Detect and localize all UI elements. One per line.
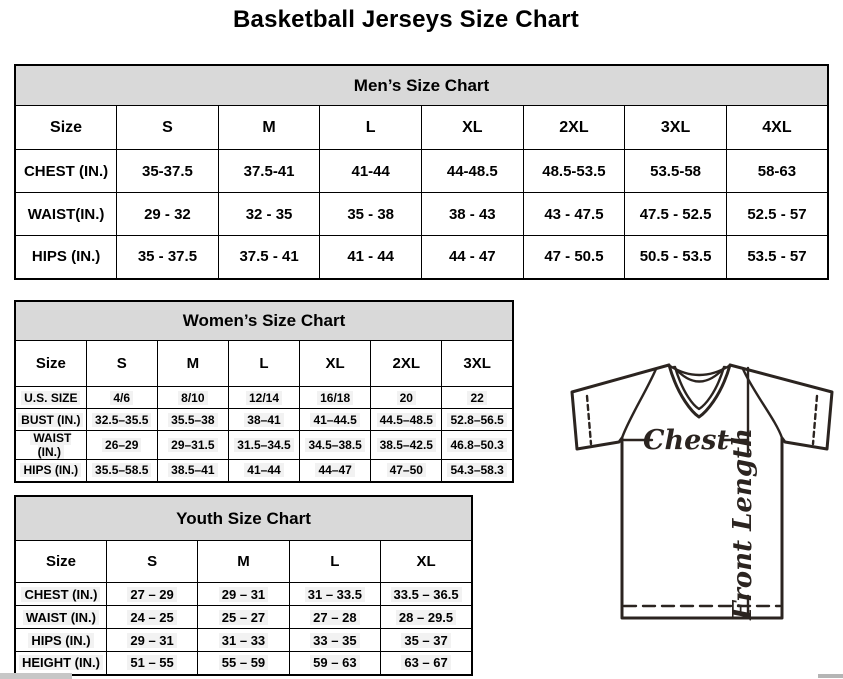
womens-cell [228, 409, 299, 431]
womens-col-header-xl [300, 341, 371, 387]
womens-row-label-text: U.S. SIZE [21, 391, 80, 405]
womens-size-header [15, 341, 86, 387]
youth-cell [381, 652, 472, 675]
womens-row-label-text: WAIST (IN.) [30, 431, 71, 459]
mens-table-caption [15, 65, 828, 106]
jersey-cuff-dash-left [587, 396, 591, 444]
mens-cell [320, 150, 422, 193]
youth-table-caption-text: Youth Size Chart [176, 508, 311, 528]
youth-cell-text: 29 – 31 [127, 633, 176, 648]
mens-cell-text: 41 - 44 [347, 248, 395, 266]
womens-cell-text: 44–47 [315, 463, 354, 477]
mens-cell-text: 44 - 47 [448, 248, 496, 266]
womens-cell [371, 409, 442, 431]
youth-cell [198, 606, 289, 629]
mens-row-label-text: HIPS (IN.) [31, 248, 101, 266]
youth-cell-text: 33.5 – 36.5 [391, 587, 462, 602]
jersey-cuff-dash-right [813, 396, 817, 444]
womens-cell-text: 41–44.5 [310, 413, 359, 427]
womens-cell-text: 38.5–42.5 [377, 438, 436, 452]
youth-col-header-xl-text: XL [416, 553, 436, 570]
youth-cell-text: 35 – 37 [401, 633, 450, 648]
youth-cell-text: 24 – 25 [127, 610, 176, 625]
womens-col-header-3xl-text: 3XL [463, 355, 491, 372]
mens-cell-text: 37.5 - 41 [239, 248, 299, 266]
mens-col-header-4xl-text: 4XL [762, 118, 792, 136]
mens-cell [422, 236, 524, 279]
mens-size-table [14, 64, 829, 280]
youth-table-row [15, 606, 472, 629]
womens-cell [300, 460, 371, 482]
mens-col-header-2xl [523, 106, 625, 150]
mens-table-row [15, 236, 828, 279]
womens-size-table [14, 300, 514, 483]
womens-table-row [15, 460, 513, 482]
mens-col-header-l [320, 106, 422, 150]
mens-cell [218, 236, 320, 279]
womens-cell [86, 387, 157, 409]
mens-table-row [15, 150, 828, 193]
youth-table-caption [15, 496, 472, 541]
mens-cell [625, 193, 727, 236]
youth-cell-text: 28 – 29.5 [396, 610, 456, 625]
youth-size-header-text: Size [45, 553, 76, 570]
womens-cell-text: 4/6 [110, 391, 133, 405]
womens-cell-text: 46.8–50.3 [447, 438, 506, 452]
womens-cell-text: 38.5–41 [168, 463, 217, 477]
mens-cell-text: 50.5 - 53.5 [639, 248, 712, 266]
womens-size-header-text: Size [35, 355, 66, 372]
mens-row-label [15, 150, 117, 193]
youth-cell [198, 652, 289, 675]
mens-cell [523, 150, 625, 193]
womens-cell [157, 460, 228, 482]
mens-cell-text: 52.5 - 57 [747, 205, 807, 223]
youth-cell [381, 583, 472, 606]
youth-col-header-s-text: S [147, 553, 158, 570]
womens-cell-text: 35.5–58.5 [92, 463, 151, 477]
youth-table-row [15, 652, 472, 675]
mens-cell [218, 150, 320, 193]
jersey-measurement-diagram [558, 352, 838, 634]
womens-cell-text: 34.5–38.5 [305, 438, 364, 452]
mens-cell [320, 236, 422, 279]
youth-cell-text: 55 – 59 [219, 655, 268, 670]
mens-cell [726, 236, 828, 279]
womens-cell-text: 41–44 [244, 463, 283, 477]
youth-col-header-l [289, 541, 380, 583]
youth-row-label-text: CHEST (IN.) [21, 587, 100, 602]
mens-cell-text: 32 - 35 [245, 205, 293, 223]
youth-cell [381, 629, 472, 652]
womens-cell-text: 38–41 [244, 413, 283, 427]
mens-col-header-s [117, 106, 219, 150]
mens-cell-text: 58-63 [757, 162, 797, 180]
womens-row-label-text: BUST (IN.) [18, 413, 83, 427]
mens-col-header-3xl [625, 106, 727, 150]
front-length-label: Front Length [728, 428, 758, 620]
mens-row-label-text: WAIST(IN.) [27, 205, 105, 223]
youth-cell [289, 652, 380, 675]
mens-cell-text: 37.5-41 [243, 162, 295, 180]
horizontal-scrollbar-thumb[interactable] [0, 673, 72, 679]
mens-cell-text: 53.5 - 57 [747, 248, 807, 266]
mens-col-header-3xl-text: 3XL [660, 118, 691, 136]
womens-row-label [15, 431, 86, 460]
mens-cell-text: 35 - 38 [347, 205, 395, 223]
womens-cell [442, 409, 513, 431]
womens-cell [86, 460, 157, 482]
womens-cell-text: 52.8–56.5 [447, 413, 506, 427]
mens-cell-text: 41-44 [351, 162, 390, 180]
mens-col-header-2xl-text: 2XL [559, 118, 589, 136]
mens-cell [320, 193, 422, 236]
jersey-collar-inner [675, 367, 724, 409]
mens-cell-text: 38 - 43 [448, 205, 496, 223]
youth-cell-text: 25 – 27 [219, 610, 268, 625]
youth-cell [106, 652, 197, 675]
youth-cell-text: 27 – 28 [310, 610, 359, 625]
womens-cell-text: 20 [397, 391, 416, 405]
womens-col-header-m-text: M [186, 355, 200, 372]
mens-cell [218, 193, 320, 236]
womens-col-header-2xl-text: 2XL [392, 355, 421, 372]
chest-label: Chest [643, 425, 729, 456]
womens-cell-text: 16/18 [317, 391, 353, 405]
womens-cell-text: 26–29 [102, 438, 141, 452]
womens-row-label [15, 460, 86, 482]
mens-cell [117, 150, 219, 193]
womens-cell [86, 409, 157, 431]
youth-col-header-xl [381, 541, 472, 583]
youth-cell [106, 629, 197, 652]
youth-cell-text: 31 – 33 [219, 633, 268, 648]
womens-table-row [15, 387, 513, 409]
womens-cell [228, 387, 299, 409]
womens-col-header-2xl [371, 341, 442, 387]
womens-col-header-l [228, 341, 299, 387]
mens-col-header-l-text: L [365, 118, 376, 136]
youth-cell [106, 606, 197, 629]
mens-cell [117, 193, 219, 236]
mens-col-header-m-text: M [262, 118, 276, 136]
youth-cell [289, 606, 380, 629]
womens-table-row [15, 409, 513, 431]
womens-cell [442, 431, 513, 460]
mens-cell-text: 53.5-58 [650, 162, 701, 180]
youth-col-header-s [106, 541, 197, 583]
womens-table-row [15, 431, 513, 460]
womens-cell [371, 387, 442, 409]
womens-cell-text: 12/14 [246, 391, 282, 405]
womens-cell [371, 431, 442, 460]
youth-cell [106, 583, 197, 606]
womens-cell [300, 409, 371, 431]
womens-cell-text: 29–31.5 [168, 438, 217, 452]
womens-cell-text: 31.5–34.5 [234, 438, 293, 452]
womens-col-header-xl-text: XL [325, 355, 345, 372]
mens-table-caption-text: Men’s Size Chart [353, 75, 490, 95]
mens-cell-text: 35-37.5 [142, 162, 193, 180]
womens-cell-text: 35.5–38 [168, 413, 217, 427]
youth-size-table [14, 495, 473, 676]
womens-cell [157, 409, 228, 431]
womens-col-header-s-text: S [116, 355, 127, 372]
youth-cell [381, 606, 472, 629]
youth-cell-text: 29 – 31 [219, 587, 268, 602]
youth-col-header-m-text: M [237, 553, 250, 570]
youth-row-label [15, 606, 106, 629]
womens-cell-text: 22 [467, 391, 486, 405]
page-title: Basketball Jerseys Size Chart [233, 6, 579, 33]
womens-row-label [15, 387, 86, 409]
womens-col-header-3xl [442, 341, 513, 387]
youth-table-row [15, 583, 472, 606]
youth-row-label [15, 583, 106, 606]
youth-col-header-m [198, 541, 289, 583]
womens-cell-text: 8/10 [178, 391, 207, 405]
youth-cell-text: 63 – 67 [401, 655, 450, 670]
womens-cell [86, 431, 157, 460]
mens-cell [726, 193, 828, 236]
womens-row-label [15, 409, 86, 431]
mens-cell-text: 44-48.5 [446, 162, 498, 180]
mens-cell [422, 193, 524, 236]
youth-table-row [15, 629, 472, 652]
youth-cell [198, 629, 289, 652]
mens-cell [625, 150, 727, 193]
mens-col-header-m [218, 106, 320, 150]
womens-table-caption [15, 301, 513, 341]
youth-cell [289, 583, 380, 606]
mens-size-header-text: Size [50, 118, 83, 136]
horizontal-scrollbar-fragment[interactable] [818, 674, 843, 678]
womens-cell-text: 32.5–35.5 [92, 413, 151, 427]
youth-row-label [15, 652, 106, 675]
youth-size-header [15, 541, 106, 583]
mens-row-label [15, 193, 117, 236]
womens-table-caption-text: Women’s Size Chart [182, 311, 346, 330]
womens-cell [442, 460, 513, 482]
mens-cell [523, 193, 625, 236]
mens-cell-text: 47 - 50.5 [544, 248, 604, 266]
youth-row-label [15, 629, 106, 652]
womens-row-label-text: HIPS (IN.) [20, 463, 81, 477]
mens-col-header-xl-text: XL [462, 118, 483, 136]
jersey-outline [572, 365, 832, 618]
youth-row-label-text: WAIST (IN.) [23, 610, 99, 625]
youth-cell-text: 31 – 33.5 [305, 587, 365, 602]
mens-cell [117, 236, 219, 279]
womens-col-header-l-text: L [259, 355, 269, 372]
womens-cell [157, 387, 228, 409]
youth-cell [198, 583, 289, 606]
mens-cell-text: 29 - 32 [144, 205, 191, 223]
youth-cell-text: 51 – 55 [127, 655, 176, 670]
mens-cell [523, 236, 625, 279]
youth-cell [289, 629, 380, 652]
mens-row-label [15, 236, 117, 279]
mens-cell-text: 35 - 37.5 [137, 248, 198, 266]
youth-col-header-l-text: L [330, 553, 340, 570]
womens-cell [157, 431, 228, 460]
womens-cell [300, 387, 371, 409]
womens-cell [300, 431, 371, 460]
mens-cell-text: 48.5-53.5 [542, 162, 606, 180]
womens-col-header-m [157, 341, 228, 387]
youth-cell-text: 59 – 63 [310, 655, 359, 670]
womens-cell-text: 54.3–58.3 [447, 463, 506, 477]
mens-table-row [15, 193, 828, 236]
womens-cell [442, 387, 513, 409]
mens-cell-text: 43 - 47.5 [544, 205, 604, 223]
youth-row-label-text: HIPS (IN.) [28, 633, 93, 648]
mens-col-header-4xl [726, 106, 828, 150]
womens-cell [371, 460, 442, 482]
mens-col-header-xl [422, 106, 524, 150]
youth-cell-text: 27 – 29 [127, 587, 176, 602]
youth-cell-text: 33 – 35 [310, 633, 359, 648]
womens-col-header-s [86, 341, 157, 387]
womens-cell [228, 431, 299, 460]
mens-cell [726, 150, 828, 193]
mens-size-header [15, 106, 117, 150]
mens-cell [422, 150, 524, 193]
womens-cell-text: 44.5–48.5 [377, 413, 436, 427]
youth-row-label-text: HEIGHT (IN.) [19, 655, 103, 670]
womens-cell-text: 47–50 [387, 463, 426, 477]
mens-cell-text: 47.5 - 52.5 [639, 205, 712, 223]
mens-row-label-text: CHEST (IN.) [23, 162, 109, 180]
mens-cell [625, 236, 727, 279]
mens-col-header-s-text: S [162, 118, 173, 136]
womens-cell [228, 460, 299, 482]
